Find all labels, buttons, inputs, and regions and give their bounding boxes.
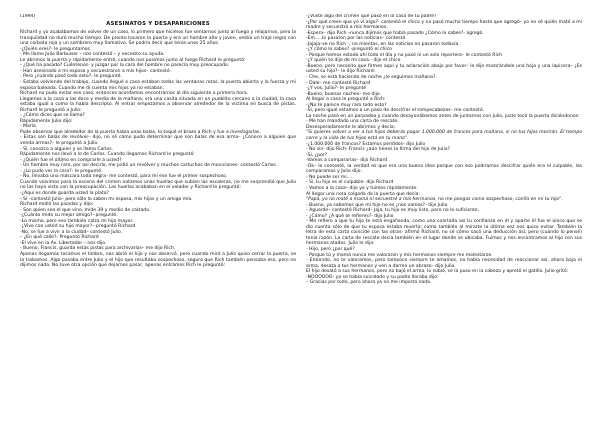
paragraph: - Porque hemos estado ahí todo el día y no pasó ni un solo reportero– le contestó Rich (306, 52, 503, 58)
paragraph: - Vamos a la casa– dije yo y fuimos rápidamente. (306, 185, 418, 191)
paragraph: - Dale– me contestó Richard (306, 80, 371, 86)
paragraph: Al llegar una nota colgada de la puerta que decía: (306, 191, 420, 197)
paragraph: -Jajaja–se rio Rich -, no mientas, en las noticias no pasaron todavía. (306, 41, 460, 47)
paragraph: - No sin- dijo Rich- Francis ¿aún tienes la firma del hijo de Julio? (306, 147, 450, 153)
paragraph: -Sí, pero igual estamos a un paso de descifrar el rompecabezas– me contestó. (306, 108, 484, 114)
paragraph: - No, llevaba una máscara toda negra- me contestó, para mí ese fue el primer sospechoso. (20, 174, 228, 180)
paragraph: - Me refiero a que tu hijo te está engañando, como una coartada así tu confianza en él y aparte él fue el único que se dio cuenta sólo de que tu esposa estaba muerta; como también al mirarte la última vez nos quiso evitar. También la letra de esta carta coincide con las otras- afirmó Richard, no sé cómo sacó una deducción así, pero (cuando lo pensé) tenía razón. La carta de rescate decía también en el lugar donde se ubicaba. Fuimos y nos encontramos al hijo con sus hermanos atados. Julio le dijo: (306, 219, 582, 247)
paragraph: - Me han mandado una carta de rescate. (306, 119, 399, 125)
paragraph: Pude observar que alrededor de la puerta había unas balas, lo toqué el brazo a Rich y fue a investigarlas. (20, 129, 261, 135)
paragraph: -¿Y cómo lo sabes? -preguntó el chico (306, 47, 392, 53)
paragraph: "Papá, yo no maté a mamá ni secuestré a mis hermanos, no me pongas como sospechoso, confía en mi tu hijo". (306, 197, 563, 203)
paragraph: "Si quieres volver a ver a tus hijos deberás pagar 1.000.000 de francos para mañana, si no tus hijos morirán. El tiempo corre y la vida de tus hijos está en tu mano". (306, 130, 582, 142)
paragraph: - Aguarde– contestó Richard– Jaja, tu hijo es muy listo, pero no lo suficiente. (306, 208, 480, 214)
paragraph: - No puede ser mi..... (306, 174, 354, 180)
paragraph: Desesperadamente le abrimos y decía: (306, 124, 396, 130)
paragraph: -No, se fue a vivir a la ciudad– contestó Julio. (20, 229, 123, 235)
paragraph: Richard no pudo evitar ese caso; entonces acordamos encontrarnos al día siguiente a primera hora. (20, 91, 249, 97)
paragraph: -¿Cuánto mide su mejor amigo?- pregunté. (20, 213, 118, 219)
paragraph: - Bueno, Francis, guarda estas pistas para archivarlas– me dijo Rich. (20, 246, 176, 252)
paragraph: -¿Vive con usted su hijo mayor?– preguntó Richard (20, 224, 136, 230)
paragraph: -Vamos a compararlas– dijo Richard (306, 158, 388, 164)
paragraph: Le abrimos la puerta y rápidamente entró, cuando nos pusimos junto al fuego Richard le preguntó: (20, 57, 246, 63)
paragraph: -El vive en la Av. Libertador – nos dijo. (20, 240, 107, 246)
paragraph: - Sí, tu hijo es el culpable- dijo Richard (306, 180, 394, 186)
paragraph: -NOOOOOO- ya se había suicidado y su padre lloraba dijo: (306, 274, 439, 280)
paragraph: -¿Aquí es donde guarda usted la plata? (20, 190, 109, 196)
paragraph: -Espera– dijo Rich –nunca dijimos que había pasado ¿Cómo lo sabes?- agregó. (306, 30, 484, 36)
paragraph: Llegamos a la casa a las doce y media de la mañana, era una casita situada en un pueblito cercano a la ciudad, la casa estaba igual a como la había descripto. Al entrar empezamos a observar alrededor de la víctima en busca de pistas. Richard le preguntó a Julio: (20, 96, 296, 113)
paragraph: - Son quien sea el que vino, mide 39 y medio de calzado. (20, 207, 151, 213)
left-column (20, 14, 296, 416)
paragraph: - Bueno, ya sabemos que mi hijo no es ¿nos vamos?- dijo Julio (306, 202, 448, 208)
paragraph: -Em.....lo pasaron por las noticias– contestó. (306, 36, 407, 42)
story-title: ASESINATOS Y DESAPARICIONES (106, 20, 210, 27)
paragraph: -¿Vuste algo del crimen que pasó en la casa de tu padre? (306, 14, 437, 19)
paragraph: El hijo desató a sus hermanos, pero no bajó el arma, lo subió, se la puso en la cabeza y apretó el gatillo. Julio gritó: (306, 269, 569, 275)
paragraph: -Bueno, buenas noches– me dijo. (306, 91, 382, 97)
paragraph: Rápidamente Julio dijo: (20, 118, 73, 124)
paragraph: La noche pasó en un parpadeo y cuando desayunábamos antes de juntarnos con Julio, justo tocó la puerta diciéndonos: (306, 113, 580, 119)
paragraph: -¿1.000.000 de francos? Estamos perdidos- dijo Julio (306, 141, 426, 147)
paragraph: -Lo mismo, pero eso también calza mi hijo mayor. (20, 218, 134, 224)
paragraph: - ¿Qué ha pasado? Cuéntenos- y juzgar por la cara del hombre no parecía muy preocupado. (20, 63, 230, 69)
paragraph: -Bueno, pero necesito que firmes aquí y tu aclaración abajo por favor– le dije mostrándole una hoja y una lapicera– ¿Es usted su hijo?– le dijo Richard: (306, 63, 582, 75)
paragraph: - María. (20, 124, 38, 130)
paragraph: – Gracias por todo, pero ahora ya no me importa nada. (306, 280, 432, 286)
paragraph: - Hijo, pero ¿por qué? (306, 246, 355, 252)
paragraph: -¿Y quién te dijo de mi casa.- dijo el chico (306, 58, 401, 64)
paragraph: - Han asesinado a mi esposa y secuestraron a mis hijos– contestó. (20, 68, 172, 74)
paragraph: - Sí, conozco a alguien y se llama Carlos. (20, 146, 114, 152)
paragraph: - Entiendo, no te valoramos, pero tampoco siempre te amamos, no había necesidad de reaccionar así, ahora baja el arma, desata a tus hermanos y ven a darme un abrazo– dijo Julio. (306, 258, 582, 269)
paragraph: - Estaba volviendo del trabajo, cuando llegué a casa estaban todas las ventanas rotas, la puerta abierta y la fuerza y mi esposa baleada. Cuando me di cuenta mis hijos ya no estaban. (20, 80, 296, 91)
paragraph: Cuando volvimos para la escena del crimen notamos unas huellas que subían las escaleras, no me sorprendió que Julio no las haya visto con la preocupación. Las huellas acababan en el velador y Richard le preguntó: (20, 179, 296, 191)
paragraph: Richard y yo acabábamos de volver de un caso, lo primero que hicimos fue sentarnos junto al fuego y relajarnos, pero la tranquilidad no duró mucho tiempo. De pronto tocaron la puerta y era un hombre alto y joven, vestía un traje negro con una corbata roja y un sombrero muy llamativo. Se podría decir que tenía unos 25 años. (20, 30, 296, 47)
paragraph: - ¿Lo pudo ver la cara?- le pregunté. (20, 168, 103, 174)
paragraph: - Me llamo Julio Barbuiser – nos contestó – y necesito su ayuda. (20, 52, 165, 58)
paragraph: -Sí, ¿por? (306, 152, 328, 158)
paragraph: - Un hombre muy raro, por así decirlo, me pidió un revólver y muchos cartuchos de municiones- contestó Carlos. (20, 163, 278, 169)
story-year: (1994) (20, 14, 36, 19)
paragraph: -¿No te parece muy raro todo esto? (306, 102, 387, 108)
paragraph: Rápidamente nos llevó a lo de Carlos. Cuando llegamos Richard le preguntó: (20, 152, 195, 158)
paragraph: -Ok– le contesté, la verdad es que era una buena idea porque con eso podríamos descifrar quién era el culpable, las comparamos y Julio dijo: (306, 163, 582, 175)
paragraph: - ¿Cómo dices que se llama? (20, 113, 85, 119)
right-column-body (306, 14, 582, 286)
paragraph: - ¿Cómo? ¿A qué te refieres?- dijo Julio (306, 213, 394, 219)
paragraph: - Che, se está haciendo de noche ¿lo seguimos mañana?. (306, 75, 437, 81)
paragraph: -¿Quién eres?- le preguntamos. (20, 46, 92, 52)
paragraph: - Sí –contestó Julio– pero sólo lo saben mi esposa, mis hijos y un amigo mío. (20, 196, 193, 202)
paragraph: -¿Por qué creen que yo vi algo?- contestó el chico y no pasó mucho tiempo hasta que agregó– yo no sé quién mató a mi madre y secuestró a mis hermanos. (306, 19, 582, 31)
paragraph: - Pero ¿cuándo pasó todo esto?- le pregunté. (20, 74, 122, 80)
paragraph: – ¿En qué calle?- Preguntó Richard (20, 235, 99, 241)
paragraph: Apenas llegamos tocamos el timbre, nos abrió el hijo y nos observó, pero cuando miró a Julio quiso cerrar la puerta, se la trabamos. Algo pasaba entre Julio y el hijo que resultaba sospechoso, seguro que Rich también pensaba eso, pero no dijimos nada. No tuve otra opción que dejarnos pasar, apenas entramos Rich le preguntó: (20, 251, 296, 269)
paragraph: Al llegar a casa le pregunté a Rich: (306, 97, 386, 103)
paragraph: -¿Y vos, Julio?- le pregunté (306, 86, 367, 92)
paragraph: Richard midió las pisadas y dijo: (20, 202, 94, 208)
paragraph: - Estas son balas de revólver– dijo, no sé cómo pudo determinar que son balas de esa arma– ¿Conoce a alguien que venda armas?– le preguntó a Julio. (20, 135, 296, 147)
paragraph: - ¿Quién fue el último en comprarle a usted? (20, 157, 122, 163)
right-column (306, 14, 582, 416)
left-column-body (20, 30, 296, 269)
paragraph: - Porque tú y mamá nunca me valoraron y mis hermanos siempre me molestaron. (306, 252, 493, 258)
